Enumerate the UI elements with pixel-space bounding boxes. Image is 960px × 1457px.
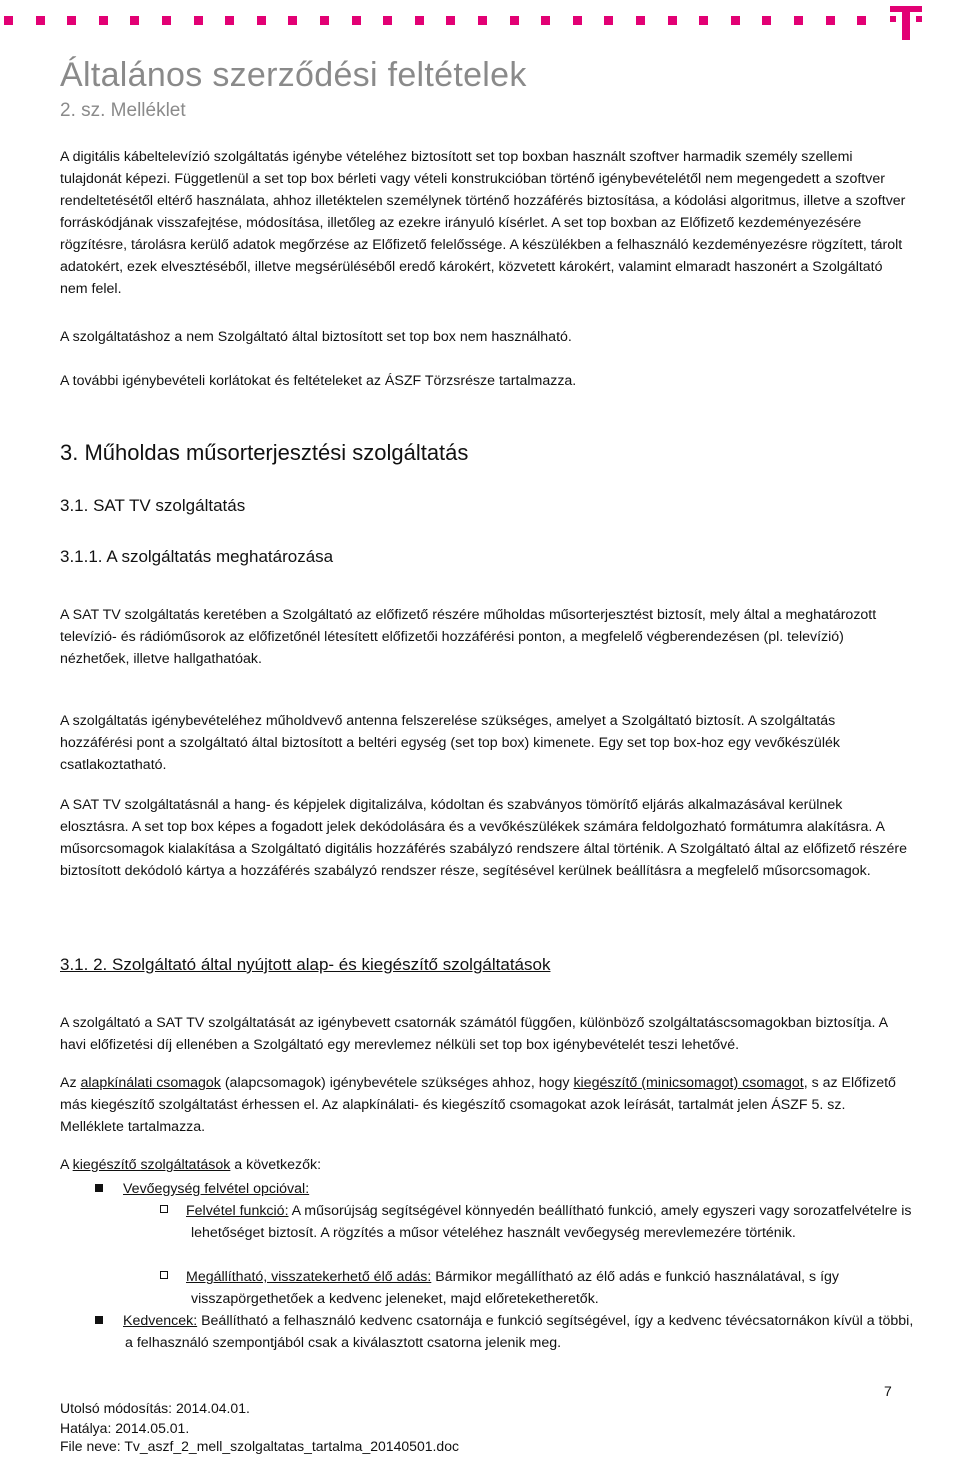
- section-heading-3-1-2: 3.1. 2. Szolgáltató által nyújtott alap- és kiegészítő szolgáltatások: [60, 955, 551, 974]
- header-dot: [762, 16, 771, 25]
- paragraph-further-limits: A további igénybevételi korlátokat és feltételeket az ÁSZF Törzsrésze tartalmazza.: [60, 373, 577, 389]
- header-dot: [446, 16, 455, 25]
- header-dot: [415, 16, 424, 25]
- sublist-item-timeshift: Megállítható, visszatekerhető élő adás: Bármikor megállítható az élő adás e funkció használatával, s így visszapörgethetőek a kedvenc jeleneket, majd előreteketheretők.: [160, 1266, 931, 1310]
- paragraph-extras-intro: A kiegészítő szolgáltatások a következők:: [60, 1157, 322, 1173]
- sublist-item-recording: Felvétel funkció: A műsorújság segítségével könnyedén beállítható funkció, amely egyszeri vagy sorozatfelvételre is lehetőséget biztosít. A rögzítés a műsor vételéhez használt vevőegység merevlemezére történik.: [160, 1200, 931, 1244]
- header-dot: [857, 16, 866, 25]
- hollow-square-bullet-icon: [160, 1271, 168, 1279]
- square-bullet-icon: [95, 1184, 103, 1192]
- page-number: 7: [884, 1383, 892, 1399]
- header-dot: [36, 16, 45, 25]
- paragraph-sat-definition: A SAT TV szolgáltatás keretében a Szolgáltató az előfizető részére műholdas műsorterjesztést biztosít, mely által a meghatározott televízió- és rádióműsorok az előfizetőnél létesített előfizetői hozzáférési ponton, a megfelelő végberendezésen (pl. televízió) nézhetőek, illetve hallgathatóak.: [60, 607, 877, 667]
- paragraph-base-packages: Az alapkínálati csomagok (alapcsomagok) igénybevétele szükséges ahhoz, hogy kiegészítő (minicsomagot) csomagot, s az Előfizető más kiegészítő szolgáltatást érhessen el. Az alapkínálati- és kiegészítő csomagokat azok leírását, tartalmát jelen ÁSZF 5. sz. Melléklete tartalmazza.: [60, 1075, 896, 1135]
- document-title: Általános szerződési feltételek: [60, 56, 527, 94]
- footer-effective: Hatálya: 2014.05.01.: [60, 1420, 190, 1436]
- footer-modified: Utolsó módosítás: 2014.04.01.: [60, 1400, 250, 1416]
- footer-filename: File neve: Tv_aszf_2_mell_szolgaltatas_tartalma_20140501.doc: [60, 1438, 459, 1454]
- header-dot: [826, 16, 835, 25]
- section-heading-3-1-1: 3.1.1. A szolgáltatás meghatározása: [60, 547, 334, 566]
- header-dot: [541, 16, 550, 25]
- telekom-t-logo: [890, 6, 922, 42]
- header-dot: [320, 16, 329, 25]
- header-dot: [352, 16, 361, 25]
- hollow-square-bullet-icon: [160, 1205, 168, 1213]
- paragraph-stb-restriction: A szolgáltatáshoz a nem Szolgáltató által biztosított set top box nem használható.: [60, 329, 572, 345]
- header-dot: [636, 16, 645, 25]
- header-dot: [162, 16, 171, 25]
- section-heading-3: 3. Műholdas műsorterjesztési szolgáltatás: [60, 440, 469, 465]
- header-dot: [288, 16, 297, 25]
- header-dot: [4, 16, 13, 25]
- paragraph-software: A digitális kábeltelevízió szolgáltatás igénybe vételéhez biztosított set top boxban használt szoftver harmadik személy szellemi tulajdonát képezi. Függetlenül a set top box bérleti vagy vételi konstrukcióban történő igénybevételétől nem megengedett a szoftver rendeltetésétől eltérő használata, ahhoz illetéktelen személynek történő hozzáférés biztosítása, a kódolási algoritmus, illetve a szoftver forráskódjának visszafejtése, módosítása, illetőleg az ezekre irányuló kísérlet. A set top boxban az Előfizető kezdeményezésére rögzítésre, tárolásra kerülő adatok megőrzése az Előfizető felelőssége. A készülékben a felhasználó kezdeményezésre rögzített, tárolt adatokért, ezek elvesztéséből, illetve megsérüléséből eredő károkért, közvetett károkért, valamint elmaradt haszonért a Szolgáltató nem felel.: [60, 149, 906, 297]
- header-dot: [699, 16, 708, 25]
- term-extra-services: kiegészítő szolgáltatások: [72, 1157, 231, 1173]
- list-item-favourites: Kedvencek: Beállítható a felhasználó kedvenc csatornája e funkció segítségével, így a kedvenc tévécsatornákon kívül a többi, a felhasználó szempontjából csak a kiválasztott csatorna jelenik meg.: [95, 1310, 925, 1354]
- square-bullet-icon: [95, 1316, 103, 1324]
- paragraph-packages: A szolgáltató a SAT TV szolgáltatását az igénybevett csatornák számától függően, különböző szolgáltatáscsomagokban biztosítja. A havi előfizetési díj ellenében a Szolgáltató egy merevlemez nélküli set top box igénybevételét teszi lehetővé.: [60, 1015, 888, 1053]
- term-base-packages: alapkínálati csomagok: [80, 1075, 221, 1091]
- section-heading-3-1: 3.1. SAT TV szolgáltatás: [60, 496, 246, 515]
- paragraph-digital-signal: A SAT TV szolgáltatásnál a hang- és képjelek digitalizálva, kódoltan és szabványos tömörítő eljárás alkalmazásával kerülnek elosztásra. A set top box képes a fogadott jelek dekódolására és a vevőkészülékek számára feldolgozható formátumra alakításra. A műsorcsomagok kialakítása a Szolgáltató digitális hozzáférés szabályzó rendszere által történik. A Szolgáltató által az előfizető részére biztosított dekódoló kártya a hozzáférés szabályzó rendszer része, segítésével kerülnek beállításra a megfelelő műsorcsomagok.: [60, 797, 907, 879]
- header-dot: [604, 16, 613, 25]
- header-dot: [573, 16, 582, 25]
- header-dot: [67, 16, 76, 25]
- header-dot: [510, 16, 519, 25]
- header-dot: [478, 16, 487, 25]
- header-dot: [99, 16, 108, 25]
- header-dot: [194, 16, 203, 25]
- header-dot: [225, 16, 234, 25]
- header-dot: [731, 16, 740, 25]
- list-item-receiver: Vevőegység felvétel opcióval:: [95, 1178, 309, 1200]
- document-subtitle: 2. sz. Melléklet: [60, 100, 186, 121]
- paragraph-antenna: A szolgáltatás igénybevételéhez műholdvevő antenna felszerelése szükséges, amelyet a Szolgáltató biztosít. A szolgáltatás hozzáférési pont a szolgáltató által biztosított a beltéri egység (set top box) kimenete. Egy set top box-hoz egy vevőkészülék csatlakoztatható.: [60, 713, 840, 773]
- header-dot: [130, 16, 139, 25]
- header-dot: [257, 16, 266, 25]
- header-dot: [794, 16, 803, 25]
- term-mini-packages: kiegészítő (minicsomagot) csomagot: [573, 1075, 804, 1091]
- header-dot: [668, 16, 677, 25]
- header-dot: [383, 16, 392, 25]
